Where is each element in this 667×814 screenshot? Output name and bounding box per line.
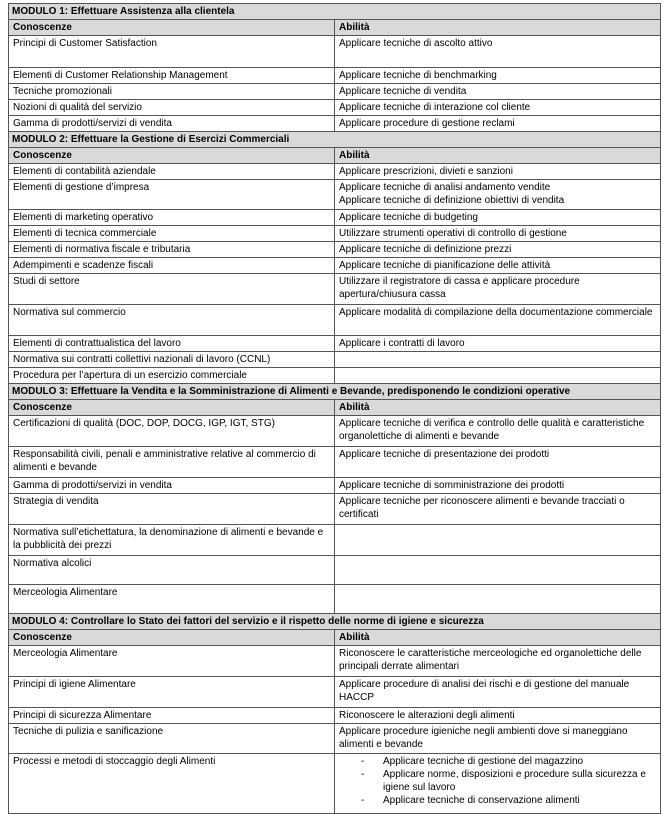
skills-cell xyxy=(335,754,661,814)
table-row xyxy=(9,180,661,210)
knowledge-cell: Normativa sul commercio xyxy=(9,305,335,336)
skills-cell xyxy=(335,274,661,305)
header-skills: Abilità xyxy=(335,20,661,36)
skill-line: Utilizzare il registratore di cassa e applicare procedure apertura/chiusura cassa xyxy=(339,276,580,300)
table-row xyxy=(9,556,661,585)
skill-line: Applicare tecniche di somministrazione dei prodotti xyxy=(339,480,565,491)
knowledge-cell: Principi di Customer Satisfaction xyxy=(9,36,335,68)
table-row xyxy=(9,494,661,525)
column-header-row xyxy=(9,148,661,164)
table-row xyxy=(9,754,661,814)
list-item: - Applicare tecniche di gestione del magazzino xyxy=(361,755,656,768)
skills-cell xyxy=(335,68,661,84)
skill-line: Applicare tecniche di pianificazione delle attività xyxy=(339,260,551,271)
knowledge-cell: Elementi di marketing operativo xyxy=(9,210,335,226)
skills-cell xyxy=(335,447,661,478)
skill-line: Applicare modalità di compilazione della documentazione commerciale xyxy=(339,307,653,318)
skill-line: Riconoscere le caratteristiche merceologiche ed organolettiche delle principali derrate alimentari xyxy=(339,648,642,672)
skills-cell xyxy=(335,525,661,556)
module-title-row xyxy=(9,132,661,148)
skill-line: Applicare tecniche di budgeting xyxy=(339,212,478,223)
knowledge-cell: Gamma di prodotti/servizi di vendita xyxy=(9,116,335,132)
table-row xyxy=(9,478,661,494)
skill-line: Applicare prescrizioni, divieti e sanzioni xyxy=(339,166,513,177)
list-item: - Applicare norme, disposizioni e procedure sulla sicurezza e igiene sul lavoro xyxy=(361,768,656,794)
header-skills: Abilità xyxy=(335,148,661,164)
knowledge-cell: Elementi di contrattualistica del lavoro xyxy=(9,336,335,352)
knowledge-cell: Strategia di vendita xyxy=(9,494,335,525)
knowledge-cell: Procedura per l’apertura di un esercizio commerciale xyxy=(9,368,335,384)
table-row xyxy=(9,274,661,305)
skills-cell xyxy=(335,352,661,368)
table-row xyxy=(9,84,661,100)
table-row xyxy=(9,336,661,352)
table-row xyxy=(9,416,661,447)
skills-cell xyxy=(335,100,661,116)
skill-line: Applicare procedure igieniche negli ambienti dove si maneggiano alimenti e bevande xyxy=(339,726,628,750)
skills-cell xyxy=(335,336,661,352)
column-header-row xyxy=(9,630,661,646)
skills-cell xyxy=(335,36,661,68)
table-row xyxy=(9,164,661,180)
skills-cell xyxy=(335,226,661,242)
skills-cell xyxy=(335,724,661,754)
table-row xyxy=(9,68,661,84)
knowledge-cell: Normativa sui contratti collettivi nazionali di lavoro (CCNL) xyxy=(9,352,335,368)
skill-line: Applicare tecniche di presentazione dei prodotti xyxy=(339,449,550,460)
table-row xyxy=(9,447,661,478)
knowledge-cell: Principi di sicurezza Alimentare xyxy=(9,708,335,724)
knowledge-cell: Normativa alcolici xyxy=(9,556,335,585)
knowledge-cell: Certificazioni di qualità (DOC, DOP, DOCG, IGP, IGT, STG) xyxy=(9,416,335,447)
module-title-row xyxy=(9,4,661,20)
skill-line: Applicare tecniche di vendita xyxy=(339,86,467,97)
table-row xyxy=(9,585,661,614)
skills-list xyxy=(339,755,656,807)
skills-cell xyxy=(335,708,661,724)
module-title: MODULO 2: Effettuare la Gestione di Esercizi Commerciali xyxy=(9,132,661,148)
skill-line: Applicare tecniche di ascolto attivo xyxy=(339,38,493,49)
knowledge-cell: Gamma di prodotti/servizi in vendita xyxy=(9,478,335,494)
knowledge-cell: Principi di igiene Alimentare xyxy=(9,677,335,708)
table-row xyxy=(9,368,661,384)
header-skills: Abilità xyxy=(335,400,661,416)
knowledge-cell: Normativa sull’etichettatura, la denominazione di alimenti e bevande e la pubblicità dei prezzi xyxy=(9,525,335,556)
skills-cell xyxy=(335,478,661,494)
skill-line: Applicare tecniche di definizione prezzi xyxy=(339,244,512,255)
skills-cell xyxy=(335,416,661,447)
header-skills: Abilità xyxy=(335,630,661,646)
column-header-row xyxy=(9,20,661,36)
skill-line: Applicare tecniche di definizione obiettivi di vendita xyxy=(339,195,565,206)
knowledge-cell: Elementi di contabilità aziendale xyxy=(9,164,335,180)
skill-line: Applicare tecniche di benchmarking xyxy=(339,70,497,81)
table-row xyxy=(9,352,661,368)
skills-cell xyxy=(335,646,661,677)
table-row xyxy=(9,525,661,556)
skill-line: Applicare tecniche per riconoscere alimenti e bevande tracciati o certificati xyxy=(339,496,625,520)
skills-cell xyxy=(335,258,661,274)
skills-cell xyxy=(335,84,661,100)
table-row xyxy=(9,708,661,724)
header-knowledge: Conoscenze xyxy=(9,20,335,36)
knowledge-cell: Tecniche promozionali xyxy=(9,84,335,100)
table-row xyxy=(9,36,661,68)
skill-line: Applicare tecniche di verifica e controllo delle qualità e caratteristiche organolettiche di alimenti e bevande xyxy=(339,418,645,442)
table-row xyxy=(9,677,661,708)
skill-line: Riconoscere le alterazioni degli alimenti xyxy=(339,710,515,721)
skills-cell xyxy=(335,677,661,708)
table-row xyxy=(9,305,661,336)
list-item: - Applicare tecniche di conservazione alimenti xyxy=(361,794,656,807)
module-title: MODULO 1: Effettuare Assistenza alla clientela xyxy=(9,4,661,20)
header-knowledge: Conoscenze xyxy=(9,148,335,164)
skills-cell xyxy=(335,368,661,384)
knowledge-cell: Elementi di normativa fiscale e tributaria xyxy=(9,242,335,258)
skill-line: Applicare procedure di analisi dei rischi e di gestione del manuale HACCP xyxy=(339,679,630,703)
skills-cell xyxy=(335,180,661,210)
skills-cell xyxy=(335,494,661,525)
skill-line: Applicare procedure di gestione reclami xyxy=(339,118,515,129)
knowledge-cell: Merceologia Alimentare xyxy=(9,585,335,614)
skills-cell xyxy=(335,164,661,180)
table-row xyxy=(9,116,661,132)
knowledge-cell: Adempimenti e scadenze fiscali xyxy=(9,258,335,274)
knowledge-cell: Elementi di Customer Relationship Management xyxy=(9,68,335,84)
skills-cell xyxy=(335,210,661,226)
skills-cell xyxy=(335,242,661,258)
knowledge-cell: Processi e metodi di stoccaggio degli Alimenti xyxy=(9,754,335,814)
table-row xyxy=(9,258,661,274)
module-title: MODULO 3: Effettuare la Vendita e la Somministrazione di Alimenti e Bevande, predisponendo le condizioni operative xyxy=(9,384,661,400)
skills-cell xyxy=(335,585,661,614)
knowledge-cell: Tecniche di pulizia e sanificazione xyxy=(9,724,335,754)
knowledge-cell: Elementi di gestione d’impresa xyxy=(9,180,335,210)
knowledge-cell: Nozioni di qualità del servizio xyxy=(9,100,335,116)
skills-cell xyxy=(335,116,661,132)
table-row xyxy=(9,646,661,677)
skills-cell xyxy=(335,556,661,585)
table-row xyxy=(9,242,661,258)
table-row xyxy=(9,226,661,242)
skills-cell xyxy=(335,305,661,336)
table-row xyxy=(9,100,661,116)
header-knowledge: Conoscenze xyxy=(9,630,335,646)
column-header-row xyxy=(9,400,661,416)
header-knowledge: Conoscenze xyxy=(9,400,335,416)
module-title: MODULO 4: Controllare lo Stato dei fattori del servizio e il rispetto delle norme di igiene e sicurezza xyxy=(9,614,661,630)
knowledge-cell: Merceologia Alimentare xyxy=(9,646,335,677)
knowledge-cell: Responsabilità civili, penali e amministrative relative al commercio di alimenti e bevande xyxy=(9,447,335,478)
skill-line: Applicare i contratti di lavoro xyxy=(339,338,465,349)
skill-line: Applicare tecniche di analisi andamento vendite xyxy=(339,182,551,193)
knowledge-cell: Elementi di tecnica commerciale xyxy=(9,226,335,242)
table-row xyxy=(9,210,661,226)
knowledge-cell: Studi di settore xyxy=(9,274,335,305)
table-row xyxy=(9,724,661,754)
skill-line: Applicare tecniche di interazione col cliente xyxy=(339,102,531,113)
skill-line: Utilizzare strumenti operativi di controllo di gestione xyxy=(339,228,567,239)
module-title-row xyxy=(9,614,661,630)
module-title-row xyxy=(9,384,661,400)
modules-table xyxy=(8,3,661,814)
